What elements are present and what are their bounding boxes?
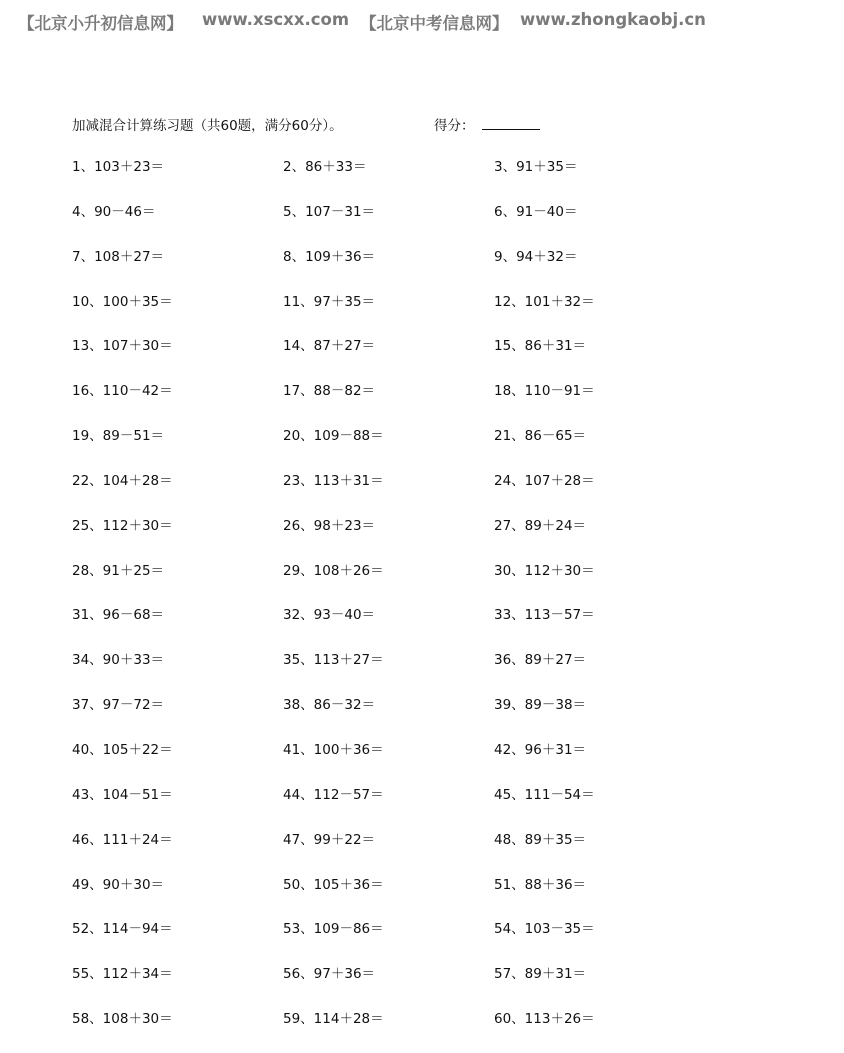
problem-item: 32、93－40＝ [283, 607, 376, 624]
problem-item: 7、108＋27＝ [72, 248, 165, 265]
score-label: 得分： [434, 118, 475, 134]
problem-item: 44、112－57＝ [283, 786, 384, 803]
problem-item: 21、86－65＝ [494, 428, 587, 445]
problem-item: 36、89＋27＝ [494, 652, 587, 669]
problem-item: 23、113＋31＝ [283, 472, 384, 489]
problem-item: 53、109－86＝ [283, 921, 384, 938]
problem-item: 49、90＋30＝ [72, 876, 165, 893]
worksheet-title: 加减混合计算练习题（共60题，满分60分）。 [72, 118, 343, 134]
problem-item: 46、111＋24＝ [72, 831, 173, 848]
problem-item: 9、94＋32＝ [494, 248, 578, 265]
problem-item: 5、107－31＝ [283, 203, 376, 220]
problem-item: 2、86＋33＝ [283, 159, 367, 175]
problem-item: 16、110－42＝ [72, 383, 173, 400]
problem-item: 15、86＋31＝ [494, 338, 587, 355]
problem-item: 29、108＋26＝ [283, 562, 384, 579]
problem-item: 19、89－51＝ [72, 428, 165, 445]
problem-item: 56、97＋36＝ [283, 966, 376, 983]
problem-item: 6、91－40＝ [494, 203, 578, 220]
header-site-name-zhongkao: 【北京中考信息网】 [360, 14, 509, 33]
header-link-xscxx[interactable]: www.xscxx.com [202, 10, 350, 29]
problem-item: 28、91＋25＝ [72, 562, 165, 579]
problem-item: 25、112＋30＝ [72, 517, 173, 534]
problem-item: 35、113＋27＝ [283, 652, 384, 669]
problem-item: 42、96＋31＝ [494, 741, 587, 758]
problem-item: 3、91＋35＝ [494, 159, 578, 175]
problem-item: 26、98＋23＝ [283, 517, 376, 534]
problem-item: 54、103－35＝ [494, 921, 595, 938]
problem-item: 45、111－54＝ [494, 786, 595, 803]
problem-item: 24、107＋28＝ [494, 472, 595, 489]
problem-item: 37、97－72＝ [72, 697, 165, 714]
site-header [18, 8, 834, 34]
problem-item: 13、107＋30＝ [72, 338, 173, 355]
problem-item: 27、89＋24＝ [494, 517, 587, 534]
problem-grid [72, 156, 712, 1053]
problem-item: 38、86－32＝ [283, 697, 376, 714]
problem-item: 55、112＋34＝ [72, 966, 173, 983]
problem-item: 12、101＋32＝ [494, 293, 595, 310]
problem-item: 51、88＋36＝ [494, 876, 587, 893]
problem-item: 41、100＋36＝ [283, 741, 384, 758]
problem-item: 48、89＋35＝ [494, 831, 587, 848]
problem-item: 8、109＋36＝ [283, 248, 376, 265]
problem-item: 52、114－94＝ [72, 921, 173, 938]
problem-item: 22、104＋28＝ [72, 472, 173, 489]
problem-item: 59、114＋28＝ [283, 1011, 384, 1028]
header-link-zhongkaobj[interactable]: www.zhongkaobj.cn [520, 10, 706, 29]
problem-item: 58、108＋30＝ [72, 1011, 173, 1028]
problem-item: 11、97＋35＝ [283, 293, 376, 310]
problem-item: 10、100＋35＝ [72, 293, 173, 310]
problem-item: 43、104－51＝ [72, 786, 173, 803]
problem-item: 18、110－91＝ [494, 383, 595, 400]
problem-item: 40、105＋22＝ [72, 741, 173, 758]
problem-item: 20、109－88＝ [283, 428, 384, 445]
problem-item: 39、89－38＝ [494, 697, 587, 714]
problem-item: 17、88－82＝ [283, 383, 376, 400]
problem-item: 31、96－68＝ [72, 607, 165, 624]
problem-item: 30、112＋30＝ [494, 562, 595, 579]
problem-item: 14、87＋27＝ [283, 338, 376, 355]
problem-item: 57、89＋31＝ [494, 966, 587, 983]
header-site-name-xsc: 【北京小升初信息网】 [18, 14, 183, 33]
problem-item: 1、103＋23＝ [72, 159, 165, 175]
problem-item: 47、99＋22＝ [283, 831, 376, 848]
problem-item: 34、90＋33＝ [72, 652, 165, 669]
problem-item: 33、113－57＝ [494, 607, 595, 624]
problem-item: 50、105＋36＝ [283, 876, 384, 893]
problem-item: 4、90－46＝ [72, 203, 156, 220]
score-blank-line [482, 129, 540, 130]
problem-item: 60、113＋26＝ [494, 1011, 595, 1028]
